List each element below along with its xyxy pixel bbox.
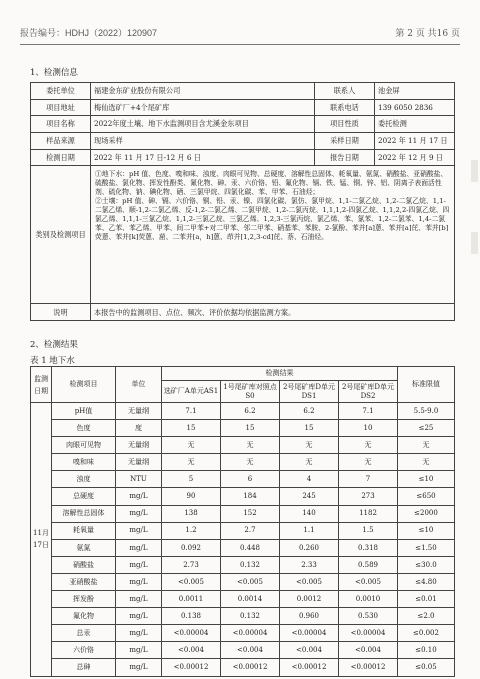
info-label: 采样日期	[315, 133, 375, 150]
result-value: 0.132	[221, 608, 280, 625]
item-name: 耗氧量	[52, 522, 116, 539]
info-value: 2022 年 11 月 17 日	[375, 133, 455, 150]
result-value: <0.00004	[280, 625, 339, 642]
result-value: 90	[162, 488, 221, 505]
result-value: <0.00004	[221, 625, 280, 642]
result-value: <0.004	[162, 642, 221, 659]
standard-limit: ≤1.50	[398, 539, 455, 556]
result-value: 0.589	[339, 556, 398, 573]
item-name: 色度	[52, 420, 116, 437]
result-value: 6	[221, 471, 280, 488]
note-text: 本报告中的监测项目、点位、频次、评价依据均依据监测方案。	[91, 304, 455, 321]
table-row	[31, 488, 455, 505]
header-unit: 单位	[116, 367, 162, 403]
standard-limit: ≤4.80	[398, 573, 455, 590]
section2-title: 2、检测结果	[30, 340, 78, 350]
item-name: 嗅和味	[52, 454, 116, 471]
result-value: 无	[339, 437, 398, 454]
result-value: <0.00012	[339, 659, 398, 676]
result-value: 0.138	[162, 608, 221, 625]
result-value: 0.132	[221, 556, 280, 573]
note-label: 说明	[31, 304, 91, 321]
item-unit: mg/L	[116, 539, 162, 556]
standard-limit: ≤0.05	[398, 659, 455, 676]
info-row	[31, 116, 455, 133]
item-name: 总汞	[52, 625, 116, 642]
item-name: 氟化物	[52, 608, 116, 625]
standard-limit: ≤2.0	[398, 608, 455, 625]
monitoring-date: 11月17日	[31, 403, 52, 677]
info-row	[31, 83, 455, 100]
items-paragraph: ②土壤：pH 值、砷、镉、六价铬、铜、铅、汞、镍、四氯化碳、氯仿、氯甲烷、1,1-二氯乙烷、1,2-二氯乙烷、1,1-二氯乙烯、顺-1,2-二氯乙烯、反-1,2-二氯乙烯、二氯甲烷、1,2-二氯丙烷、1,1,1,2-四氯乙烷、1,1,2,2-四氯乙烷、四氯乙烯、1,1,1-三氯乙烷、1,1,2-三氯乙烷、三氯乙烯、1,2,3-三氯丙烷、氯乙烯、苯、氯苯、1,2-二氯苯、1,4-二氯苯、乙苯、苯乙烯、甲苯、间二甲苯+对二甲苯、邻二甲苯、硝基苯、苯胺、2-氯酚、苯并[a]蒽、苯并[a]芘、苯并[b]荧蒽、苯并[k]荧蒽、䓛、二苯并[a，h]蒽、茚并[1,2,3-cd]芘、萘、石油烃。	[95, 197, 450, 241]
info-row	[31, 133, 455, 150]
item-unit: mg/L	[116, 659, 162, 676]
header-results: 检测结果	[162, 367, 398, 381]
result-value: 2.33	[280, 556, 339, 573]
result-value: 152	[221, 505, 280, 522]
table-row	[31, 505, 455, 522]
table-row	[31, 642, 455, 659]
result-value: 0.318	[339, 539, 398, 556]
result-value: 6.2	[221, 403, 280, 420]
item-name: 挥发酚	[52, 591, 116, 608]
standard-limit: ≤25	[398, 420, 455, 437]
result-value: 0.960	[280, 608, 339, 625]
standard-limit: 5.5-9.0	[398, 403, 455, 420]
page-header	[20, 26, 460, 40]
item-unit: mg/L	[116, 505, 162, 522]
table-row	[31, 403, 455, 420]
result-value: 1182	[339, 505, 398, 522]
info-value: 2022年度土壤、地下水监测项目含尤溪金东项目	[91, 116, 315, 133]
table-row	[31, 539, 455, 556]
result-value: 15	[280, 420, 339, 437]
scan-edge-mark	[471, 232, 478, 254]
item-unit: 度	[116, 420, 162, 437]
header-site: 2号尾矿库D单元DS2	[339, 381, 398, 403]
info-row-items	[31, 166, 455, 304]
result-value: <0.005	[339, 573, 398, 590]
table-row	[31, 522, 455, 539]
result-value: 2.7	[221, 522, 280, 539]
result-value: 0.0010	[339, 591, 398, 608]
result-value: <0.005	[162, 573, 221, 590]
result-value: 7	[339, 471, 398, 488]
standard-limit: ≤650	[398, 488, 455, 505]
table-row	[31, 573, 455, 590]
info-label: 报告日期	[315, 149, 375, 166]
info-label: 委托单位	[31, 83, 91, 100]
info-value: 139 6050 2836	[375, 99, 455, 116]
result-value: 1.5	[339, 522, 398, 539]
result-value: <0.005	[221, 573, 280, 590]
result-value: <0.00004	[339, 625, 398, 642]
item-unit: mg/L	[116, 608, 162, 625]
result-value: 10	[339, 420, 398, 437]
table-row	[31, 591, 455, 608]
header-item: 检测项目	[52, 367, 116, 403]
table-row	[31, 437, 455, 454]
info-label: 联系电话	[315, 99, 375, 116]
table-row	[31, 625, 455, 642]
item-unit: mg/L	[116, 556, 162, 573]
result-value: 无	[162, 437, 221, 454]
item-unit: 无量纲	[116, 454, 162, 471]
item-name: 六价铬	[52, 642, 116, 659]
info-label: 联系人	[315, 83, 375, 100]
header-site: 选矿厂A单元AS1	[162, 381, 221, 403]
standard-limit: 无	[398, 437, 455, 454]
result-value: <0.004	[339, 642, 398, 659]
info-value: 委托检测	[375, 116, 455, 133]
item-unit: mg/L	[116, 625, 162, 642]
scan-edge-mark	[471, 160, 478, 182]
item-unit: mg/L	[116, 591, 162, 608]
info-table	[30, 82, 455, 321]
groundwater-table	[30, 366, 455, 677]
result-value: 2.73	[162, 556, 221, 573]
result-value: <0.004	[221, 642, 280, 659]
table1-title: 表 1 地下水	[30, 356, 75, 366]
standard-limit: ≤10	[398, 522, 455, 539]
item-name: 亚硝酸盐	[52, 573, 116, 590]
result-value: 0.092	[162, 539, 221, 556]
result-value: 7.1	[162, 403, 221, 420]
info-value: 2022 年 12 月 9 日	[375, 149, 455, 166]
item-name: 硝酸盐	[52, 556, 116, 573]
header-rule	[20, 44, 460, 45]
items-text	[91, 166, 455, 304]
result-value: 138	[162, 505, 221, 522]
item-unit: mg/L	[116, 573, 162, 590]
item-name: 溶解性总固体	[52, 505, 116, 522]
standard-limit: ≤0.002	[398, 625, 455, 642]
info-row	[31, 149, 455, 166]
standard-limit: ≤0.01	[398, 591, 455, 608]
table-row	[31, 471, 455, 488]
info-label: 项目性质	[315, 116, 375, 133]
info-value: 2022 年 11 月 17 日-12 月 6 日	[91, 149, 315, 166]
info-value: 福建金东矿业股份有限公司	[91, 83, 315, 100]
header-standard: 标准限值	[398, 367, 455, 403]
result-value: 0.0011	[162, 591, 221, 608]
header-site: 2号尾矿库D单元DS1	[280, 381, 339, 403]
items-label: 类别及检测项目	[31, 166, 91, 304]
result-value: 无	[221, 437, 280, 454]
table-row	[31, 659, 455, 676]
result-value: 0.530	[339, 608, 398, 625]
item-name: 肉眼可见物	[52, 437, 116, 454]
result-value: <0.00012	[280, 659, 339, 676]
result-value: 6.2	[280, 403, 339, 420]
table-row	[31, 608, 455, 625]
table-row	[31, 454, 455, 471]
result-value: 4	[280, 471, 339, 488]
result-value: 无	[221, 454, 280, 471]
table-row	[31, 420, 455, 437]
result-value: 0.0012	[280, 591, 339, 608]
result-value: <0.005	[280, 573, 339, 590]
result-value: 无	[280, 437, 339, 454]
info-label: 检测日期	[31, 149, 91, 166]
info-value: 现场采样	[91, 133, 315, 150]
info-row-note	[31, 304, 455, 321]
result-value: 5	[162, 471, 221, 488]
result-value: 273	[339, 488, 398, 505]
result-value: 7.1	[339, 403, 398, 420]
info-value: 池金屏	[375, 83, 455, 100]
result-value: <0.004	[280, 642, 339, 659]
result-value: 0.0014	[221, 591, 280, 608]
result-value: 0.448	[221, 539, 280, 556]
header-row	[31, 367, 455, 381]
result-value: 140	[280, 505, 339, 522]
result-value: 245	[280, 488, 339, 505]
result-value: <0.00004	[162, 625, 221, 642]
result-value: <0.00012	[162, 659, 221, 676]
standard-limit: ≤2000	[398, 505, 455, 522]
item-unit: NTU	[116, 471, 162, 488]
header-site: 1号尾矿库对照点S0	[221, 381, 280, 403]
result-value: 0.260	[280, 539, 339, 556]
standard-limit: ≤10	[398, 471, 455, 488]
result-value: 1.1	[280, 522, 339, 539]
result-value: 15	[162, 420, 221, 437]
standard-limit: 无	[398, 454, 455, 471]
item-name: 氨氮	[52, 539, 116, 556]
report-number: 报告编号：HDHJ（2022）120907	[20, 28, 158, 38]
result-value: 无	[280, 454, 339, 471]
info-row	[31, 99, 455, 116]
item-unit: 无量纲	[116, 437, 162, 454]
result-value: 无	[162, 454, 221, 471]
result-value: 无	[339, 454, 398, 471]
item-unit: mg/L	[116, 642, 162, 659]
header-date: 监测日期	[31, 367, 52, 403]
item-name: 浊度	[52, 471, 116, 488]
standard-limit: ≤0.10	[398, 642, 455, 659]
table-row	[31, 556, 455, 573]
result-value: 1.2	[162, 522, 221, 539]
item-name: pH值	[52, 403, 116, 420]
section1-title: 1、检测信息	[30, 68, 78, 78]
item-name: 总砷	[52, 659, 116, 676]
info-label: 样品来源	[31, 133, 91, 150]
info-label: 项目名称	[31, 116, 91, 133]
items-paragraph: ①地下水：pH 值、色度、嗅和味、浊度、肉眼可见物、总硬度、溶解性总固体、耗氧量、氨氮、硝酸盐、亚硝酸盐、硫酸盐、氯化物、挥发性酚类、氰化物、砷、汞、六价铬、铅、氟化物、镉、铁、锰、铜、锌、铝、阴离子表面活性剂、硫化物、钠、碘化物、硒、三氯甲烷、四氯化碳、苯、甲苯、石油烃；	[95, 170, 448, 197]
result-value: 184	[221, 488, 280, 505]
item-unit: 无量纲	[116, 403, 162, 420]
result-value: <0.00012	[221, 659, 280, 676]
info-label: 项目地址	[31, 99, 91, 116]
page-number: 第 2 页 共16 页	[395, 29, 460, 39]
standard-limit: ≤30.0	[398, 556, 455, 573]
result-value: 15	[221, 420, 280, 437]
item-unit: mg/L	[116, 488, 162, 505]
info-value: 梅仙选矿厂+4个尾矿库	[91, 99, 315, 116]
item-name: 总硬度	[52, 488, 116, 505]
item-unit: mg/L	[116, 522, 162, 539]
